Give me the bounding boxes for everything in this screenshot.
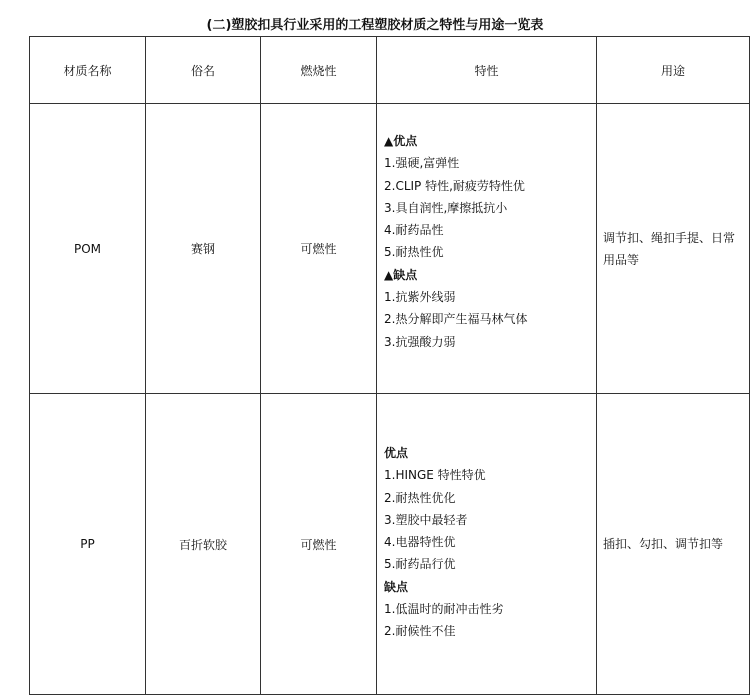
table-row <box>30 104 750 394</box>
header-uses: 用途 <box>597 37 750 104</box>
table-title: (二)塑胶扣具行业采用的工程塑胶材质之特性与用途一览表 <box>206 18 544 33</box>
flammability-cell: 可燃性 <box>261 394 377 695</box>
feature-item: 3.抗强酸力弱 <box>384 334 456 349</box>
feature-item: 2.耐热性优化 <box>384 490 456 505</box>
feature-item: 3.塑胶中最轻者 <box>384 512 468 527</box>
features-list <box>377 104 596 353</box>
materials-table <box>29 36 750 695</box>
feature-item: 1.抗紫外线弱 <box>384 290 456 305</box>
header-features: 特性 <box>377 37 597 104</box>
feature-section-heading: 缺点 <box>384 579 409 594</box>
uses-cell <box>597 394 750 695</box>
feature-item: 4.电器特性优 <box>384 535 456 550</box>
uses-text: 插扣、勾扣、调节扣等 <box>603 537 724 551</box>
feature-item: 2.热分解即产生福马林气体 <box>384 312 528 327</box>
feature-section-heading: 优点 <box>384 446 409 460</box>
table-header-row <box>30 37 750 104</box>
uses-text: 调节扣、绳扣手提、日常用品等 <box>603 230 736 267</box>
feature-item: 1.HINGE 特性特优 <box>384 468 486 483</box>
material-cell: PP <box>30 394 146 695</box>
feature-item: 2.耐候性不佳 <box>384 624 456 639</box>
feature-section-heading: ▲缺点 <box>384 267 418 282</box>
flammability-cell: 可燃性 <box>261 104 377 394</box>
material-cell: POM <box>30 104 146 394</box>
feature-item: 5.耐热性优 <box>384 245 444 260</box>
feature-item: 1.低温时的耐冲击性劣 <box>384 602 504 617</box>
feature-item: 3.具自润性,摩擦抵抗小 <box>384 200 508 215</box>
features-cell <box>377 104 597 394</box>
features-cell <box>377 394 597 695</box>
feature-section-heading: ▲优点 <box>384 134 418 148</box>
header-material-name: 材质名称 <box>30 37 146 104</box>
feature-item: 1.强硬,富弹性 <box>384 156 460 171</box>
feature-item: 5.耐药品行优 <box>384 557 456 572</box>
features-list <box>377 394 596 643</box>
table-row <box>30 394 750 695</box>
feature-item: 2.CLIP 特性,耐疲劳特性优 <box>384 178 525 193</box>
header-flammability: 燃烧性 <box>261 37 377 104</box>
common-name-cell: 百折软胶 <box>146 394 261 695</box>
feature-item: 4.耐药品性 <box>384 223 444 238</box>
header-common-name: 俗名 <box>146 37 261 104</box>
common-name-cell: 赛钢 <box>146 104 261 394</box>
uses-cell <box>597 104 750 394</box>
